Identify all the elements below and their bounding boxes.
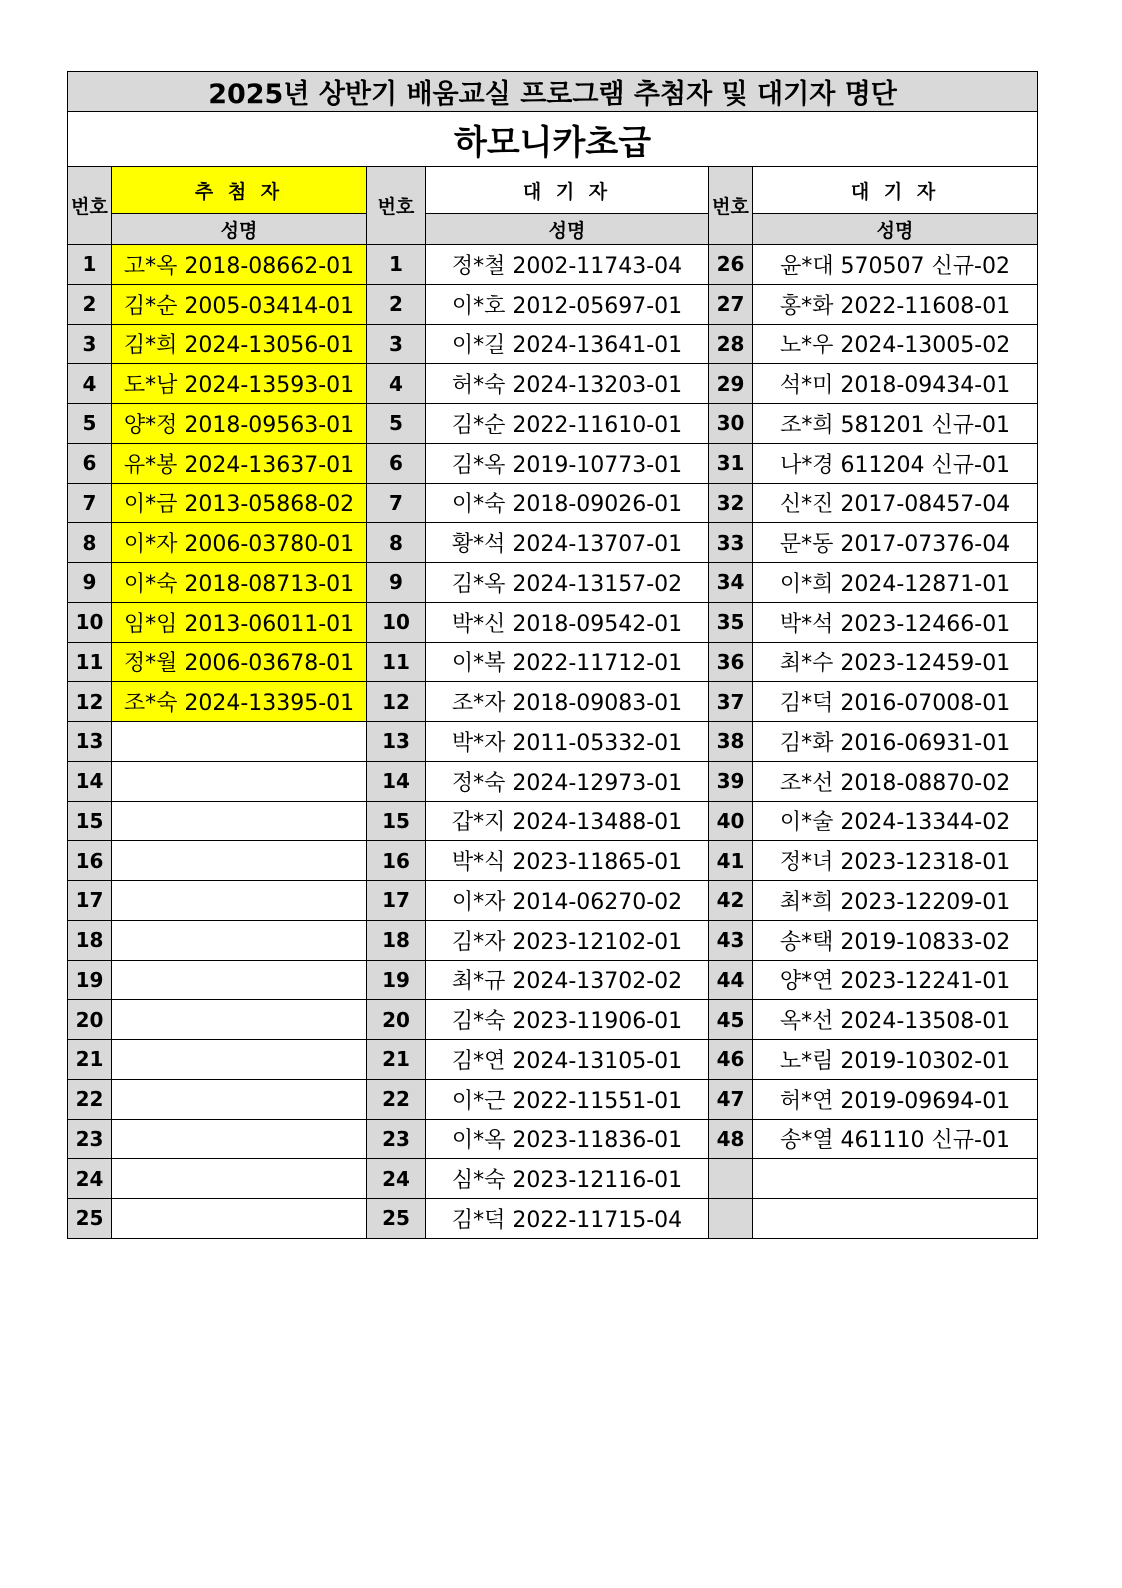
number-header: 번호 — [709, 167, 753, 245]
winner-name: 김*희 2024-13056-01 — [112, 324, 367, 364]
waitlist-number: 16 — [367, 841, 426, 881]
waitlist-number: 26 — [709, 245, 753, 285]
table-row — [68, 523, 1038, 563]
waitlist-name: 갑*지 2024-13488-01 — [426, 801, 709, 841]
waitlist-number: 42 — [709, 881, 753, 921]
table-row — [68, 324, 1038, 364]
winner-number: 20 — [68, 1000, 112, 1040]
winner-number: 11 — [68, 642, 112, 682]
winner-name: 양*정 2018-09563-01 — [112, 404, 367, 444]
waitlist-header: 대 기 자 — [753, 167, 1038, 214]
waitlist-name: 허*숙 2024-13203-01 — [426, 364, 709, 404]
waitlist-number: 2 — [367, 284, 426, 324]
document-title: 2025년 상반기 배움교실 프로그램 추첨자 및 대기자 명단 — [68, 72, 1038, 112]
table-row — [68, 920, 1038, 960]
waitlist-name: 홍*화 2022-11608-01 — [753, 284, 1038, 324]
waitlist-number: 1 — [367, 245, 426, 285]
waitlist-number: 35 — [709, 602, 753, 642]
waitlist-number: 44 — [709, 960, 753, 1000]
waitlist-number: 37 — [709, 682, 753, 722]
roster-table — [67, 71, 1038, 1239]
waitlist-name: 나*경 611204 신규-01 — [753, 443, 1038, 483]
waitlist-number — [709, 1159, 753, 1199]
winner-name — [112, 1199, 367, 1239]
winner-name — [112, 761, 367, 801]
table-row — [68, 761, 1038, 801]
winner-number: 4 — [68, 364, 112, 404]
winner-number: 25 — [68, 1199, 112, 1239]
waitlist-name: 최*수 2023-12459-01 — [753, 642, 1038, 682]
winner-name: 이*숙 2018-08713-01 — [112, 563, 367, 603]
table-row — [68, 1159, 1038, 1199]
table-row — [68, 722, 1038, 762]
waitlist-name: 이*희 2024-12871-01 — [753, 563, 1038, 603]
waitlist-number: 40 — [709, 801, 753, 841]
winner-name: 조*숙 2024-13395-01 — [112, 682, 367, 722]
winner-number: 18 — [68, 920, 112, 960]
waitlist-number: 28 — [709, 324, 753, 364]
waitlist-name: 이*길 2024-13641-01 — [426, 324, 709, 364]
winners-header: 추 첨 자 — [112, 167, 367, 214]
waitlist-number: 14 — [367, 761, 426, 801]
waitlist-number: 4 — [367, 364, 426, 404]
table-row — [68, 1000, 1038, 1040]
waitlist-name: 김*자 2023-12102-01 — [426, 920, 709, 960]
table-row — [68, 841, 1038, 881]
table-row — [68, 682, 1038, 722]
waitlist-number: 34 — [709, 563, 753, 603]
waitlist-name: 이*옥 2023-11836-01 — [426, 1119, 709, 1159]
waitlist-number: 46 — [709, 1040, 753, 1080]
winner-name: 이*자 2006-03780-01 — [112, 523, 367, 563]
winner-name — [112, 801, 367, 841]
waitlist-name: 정*녀 2023-12318-01 — [753, 841, 1038, 881]
waitlist-number: 45 — [709, 1000, 753, 1040]
waitlist-name: 정*철 2002-11743-04 — [426, 245, 709, 285]
table-row — [68, 364, 1038, 404]
winner-name — [112, 722, 367, 762]
waitlist-name: 조*선 2018-08870-02 — [753, 761, 1038, 801]
waitlist-number: 48 — [709, 1119, 753, 1159]
waitlist-number: 9 — [367, 563, 426, 603]
winner-name — [112, 881, 367, 921]
table-row — [68, 245, 1038, 285]
table-row — [68, 1040, 1038, 1080]
waitlist-number: 30 — [709, 404, 753, 444]
winner-name — [112, 1000, 367, 1040]
table-row — [68, 1199, 1038, 1239]
waitlist-name: 이*호 2012-05697-01 — [426, 284, 709, 324]
winner-name: 도*남 2024-13593-01 — [112, 364, 367, 404]
waitlist-name: 최*규 2024-13702-02 — [426, 960, 709, 1000]
waitlist-name: 김*화 2016-06931-01 — [753, 722, 1038, 762]
waitlist-name: 이*복 2022-11712-01 — [426, 642, 709, 682]
waitlist-name: 박*석 2023-12466-01 — [753, 602, 1038, 642]
winner-number: 16 — [68, 841, 112, 881]
waitlist-number: 47 — [709, 1079, 753, 1119]
waitlist-name: 최*희 2023-12209-01 — [753, 881, 1038, 921]
winner-name — [112, 841, 367, 881]
waitlist-name: 윤*대 570507 신규-02 — [753, 245, 1038, 285]
waitlist-name: 허*연 2019-09694-01 — [753, 1079, 1038, 1119]
table-row — [68, 960, 1038, 1000]
table-row — [68, 563, 1038, 603]
winner-name — [112, 1119, 367, 1159]
winner-number: 19 — [68, 960, 112, 1000]
waitlist-number: 39 — [709, 761, 753, 801]
number-header: 번호 — [367, 167, 426, 245]
winner-number: 23 — [68, 1119, 112, 1159]
waitlist-number: 23 — [367, 1119, 426, 1159]
roster-rows — [68, 245, 1038, 1239]
winner-number: 6 — [68, 443, 112, 483]
waitlist-name: 노*우 2024-13005-02 — [753, 324, 1038, 364]
winner-name — [112, 1079, 367, 1119]
winner-number: 8 — [68, 523, 112, 563]
winner-name: 정*월 2006-03678-01 — [112, 642, 367, 682]
waitlist-number: 31 — [709, 443, 753, 483]
waitlist-number: 43 — [709, 920, 753, 960]
waitlist-number: 21 — [367, 1040, 426, 1080]
waitlist-name: 박*신 2018-09542-01 — [426, 602, 709, 642]
winner-name — [112, 960, 367, 1000]
winner-name: 유*봉 2024-13637-01 — [112, 443, 367, 483]
waitlist-number: 19 — [367, 960, 426, 1000]
table-row — [68, 881, 1038, 921]
winner-name — [112, 1159, 367, 1199]
waitlist-number: 3 — [367, 324, 426, 364]
waitlist-name: 황*석 2024-13707-01 — [426, 523, 709, 563]
waitlist-name: 김*숙 2023-11906-01 — [426, 1000, 709, 1040]
table-row — [68, 1079, 1038, 1119]
waitlist-name: 김*옥 2019-10773-01 — [426, 443, 709, 483]
winner-number: 9 — [68, 563, 112, 603]
table-row — [68, 1119, 1038, 1159]
waitlist-name: 김*덕 2016-07008-01 — [753, 682, 1038, 722]
winner-name: 김*순 2005-03414-01 — [112, 284, 367, 324]
table-row — [68, 404, 1038, 444]
number-header: 번호 — [68, 167, 112, 245]
winner-name: 고*옥 2018-08662-01 — [112, 245, 367, 285]
winner-name — [112, 1040, 367, 1080]
waitlist-number: 32 — [709, 483, 753, 523]
winner-number: 5 — [68, 404, 112, 444]
waitlist-number: 41 — [709, 841, 753, 881]
winner-number: 1 — [68, 245, 112, 285]
table-row — [68, 642, 1038, 682]
winner-name — [112, 920, 367, 960]
winner-name: 임*임 2013-06011-01 — [112, 602, 367, 642]
waitlist-number: 12 — [367, 682, 426, 722]
name-header: 성명 — [112, 214, 367, 245]
winner-number: 14 — [68, 761, 112, 801]
waitlist-number: 18 — [367, 920, 426, 960]
waitlist-name: 김*순 2022-11610-01 — [426, 404, 709, 444]
winner-number: 21 — [68, 1040, 112, 1080]
waitlist-number: 15 — [367, 801, 426, 841]
table-row — [68, 483, 1038, 523]
waitlist-number: 5 — [367, 404, 426, 444]
waitlist-name: 옥*선 2024-13508-01 — [753, 1000, 1038, 1040]
waitlist-name: 송*택 2019-10833-02 — [753, 920, 1038, 960]
waitlist-name: 김*연 2024-13105-01 — [426, 1040, 709, 1080]
waitlist-number: 20 — [367, 1000, 426, 1040]
table-row — [68, 602, 1038, 642]
waitlist-name: 심*숙 2023-12116-01 — [426, 1159, 709, 1199]
table-row — [68, 443, 1038, 483]
winner-number: 12 — [68, 682, 112, 722]
winner-number: 22 — [68, 1079, 112, 1119]
waitlist-number: 7 — [367, 483, 426, 523]
winner-number: 10 — [68, 602, 112, 642]
waitlist-number: 29 — [709, 364, 753, 404]
winner-number: 2 — [68, 284, 112, 324]
waitlist-number: 11 — [367, 642, 426, 682]
waitlist-name: 신*진 2017-08457-04 — [753, 483, 1038, 523]
waitlist-number: 10 — [367, 602, 426, 642]
waitlist-name: 조*자 2018-09083-01 — [426, 682, 709, 722]
winner-number: 17 — [68, 881, 112, 921]
program-name: 하모니카초급 — [68, 112, 1038, 167]
waitlist-number: 24 — [367, 1159, 426, 1199]
waitlist-name: 송*열 461110 신규-01 — [753, 1119, 1038, 1159]
waitlist-number: 8 — [367, 523, 426, 563]
waitlist-name: 박*식 2023-11865-01 — [426, 841, 709, 881]
winner-number: 7 — [68, 483, 112, 523]
waitlist-name: 조*희 581201 신규-01 — [753, 404, 1038, 444]
name-header: 성명 — [753, 214, 1038, 245]
waitlist-number: 27 — [709, 284, 753, 324]
name-header: 성명 — [426, 214, 709, 245]
waitlist-name: 이*근 2022-11551-01 — [426, 1079, 709, 1119]
waitlist-number — [709, 1199, 753, 1239]
waitlist-number: 17 — [367, 881, 426, 921]
waitlist-number: 36 — [709, 642, 753, 682]
waitlist-name: 이*숙 2018-09026-01 — [426, 483, 709, 523]
waitlist-header: 대 기 자 — [426, 167, 709, 214]
waitlist-number: 25 — [367, 1199, 426, 1239]
waitlist-number: 38 — [709, 722, 753, 762]
winner-number: 13 — [68, 722, 112, 762]
waitlist-number: 33 — [709, 523, 753, 563]
winner-name: 이*금 2013-05868-02 — [112, 483, 367, 523]
waitlist-name: 박*자 2011-05332-01 — [426, 722, 709, 762]
waitlist-name — [753, 1199, 1038, 1239]
waitlist-name: 이*자 2014-06270-02 — [426, 881, 709, 921]
waitlist-name: 김*덕 2022-11715-04 — [426, 1199, 709, 1239]
waitlist-name: 김*옥 2024-13157-02 — [426, 563, 709, 603]
waitlist-name — [753, 1159, 1038, 1199]
waitlist-name: 이*술 2024-13344-02 — [753, 801, 1038, 841]
table-row — [68, 284, 1038, 324]
waitlist-name: 정*숙 2024-12973-01 — [426, 761, 709, 801]
waitlist-name: 문*동 2017-07376-04 — [753, 523, 1038, 563]
waitlist-number: 22 — [367, 1079, 426, 1119]
waitlist-name: 양*연 2023-12241-01 — [753, 960, 1038, 1000]
table-row — [68, 801, 1038, 841]
waitlist-number: 13 — [367, 722, 426, 762]
winner-number: 24 — [68, 1159, 112, 1199]
waitlist-number: 6 — [367, 443, 426, 483]
winner-number: 15 — [68, 801, 112, 841]
winner-number: 3 — [68, 324, 112, 364]
waitlist-name: 석*미 2018-09434-01 — [753, 364, 1038, 404]
waitlist-name: 노*림 2019-10302-01 — [753, 1040, 1038, 1080]
